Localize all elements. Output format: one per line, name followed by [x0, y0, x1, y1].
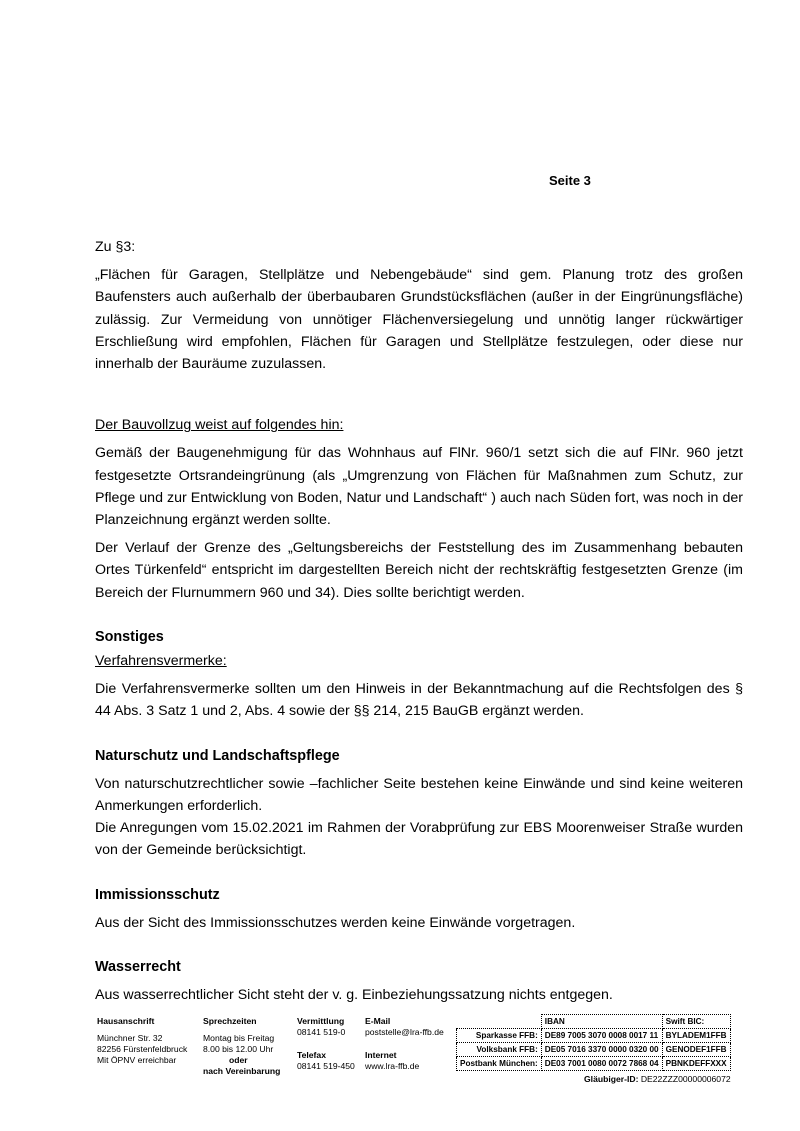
bank-details-table [456, 1014, 731, 1071]
switchboard-heading: Vermittlung [297, 1016, 345, 1026]
bank-name: Postbank München: [457, 1057, 542, 1071]
email-heading: E-Mail [365, 1016, 391, 1026]
paragraph-ortsrand: Gemäß der Baugenehmigung für das Wohnhaus auf FlNr. 960/1 setzt sich die auf FlNr. 960 jetzt festgesetzte Ortsrandeingrünung (als „Umgrenzung von Flächen für Maßnahmen zum Schutz, zur Pflege und zur Entwicklung von Boden, Natur und Landschaft“ ) auch nach Süden fort, was noch in der Planzeichnung ergänzt werden sollte. [95, 445, 743, 529]
bank-row [457, 1057, 731, 1071]
iban-header: IBAN [541, 1015, 662, 1029]
bank-bic: PBNKDEFFXXX [662, 1057, 730, 1071]
page-number: Seite 3 [549, 173, 591, 188]
bank-name: Sparkasse FFB: [457, 1029, 542, 1043]
creditor-id [584, 1074, 731, 1084]
footer-hours [203, 1016, 280, 1077]
creditor-id-value: DE22ZZZ00000006072 [640, 1074, 731, 1084]
bank-header-row [457, 1015, 731, 1029]
address-heading: Hausanschrift [97, 1016, 155, 1026]
section-ref: Zu §3: [95, 239, 136, 255]
paragraph-verfahrensvermerke: Die Verfahrensvermerke sollten um den Hinweis in der Bekanntmachung auf die Rechtsfolgen des § 44 Abs. 3 Satz 1 und 2, Abs. 4 sowie der §§ 214, 215 BauGB ergänzt werden. [95, 681, 743, 720]
heading-wasserrecht: Wasserrecht [95, 959, 181, 976]
footer-phone [297, 1016, 355, 1072]
paragraph-garages: „Flächen für Garagen, Stellplätze und Nebengebäude“ sind gem. Planung trotz des großen Baufensters auch außerhalb der überbaubaren Grundstücksflächen (außer in der Eingrünungsfläche) zulässig. Zur Vermeidung von unnötiger Flächenversiegelung und unnötig langer rückwärtiger Erschließung wird empfohlen, Flächen für Garagen und Stellplätze festzulegen, oder diese nur innerhalb der Bauräume zuzulassen. [95, 267, 743, 373]
address-transit: Mit ÖPNV erreichbar [97, 1055, 177, 1065]
hours-days: Montag bis Freitag [203, 1033, 275, 1043]
paragraph-immissionsschutz: Aus der Sicht des Immissionsschutzes werden keine Einwände vorgetragen. [95, 914, 576, 931]
fax-heading: Telefax [297, 1050, 326, 1060]
heading-sonstiges: Sonstiges [95, 628, 164, 645]
bic-header: Swift BIC: [662, 1015, 730, 1029]
bank-bic: BYLADEM1FFB [662, 1029, 730, 1043]
bank-iban: DE03 7001 0080 0072 7868 04 [541, 1057, 662, 1071]
creditor-id-label: Gläubiger-ID: [584, 1074, 639, 1084]
website-link[interactable]: www.lra-ffb.de [365, 1061, 420, 1071]
heading-naturschutz: Naturschutz und Landschaftspflege [95, 747, 340, 764]
bank-row [457, 1029, 731, 1043]
bank-bic: GENODEF1FFB [662, 1043, 730, 1057]
address-street: Münchner Str. 32 [97, 1033, 163, 1043]
paragraph-naturschutz: Von naturschutzrechtlicher sowie –fachlicher Seite bestehen keine Einwände und sind keine weiteren Anmerkungen erforderlich. [95, 775, 743, 815]
subheading-verfahrensvermerke: Verfahrensvermerke: [95, 653, 227, 670]
bank-iban: DE89 7005 3070 0008 0017 11 [541, 1029, 662, 1043]
heading-immissionsschutz: Immissionsschutz [95, 886, 220, 903]
subheading-bauvollzug: Der Bauvollzug weist auf folgendes hin: [95, 417, 344, 434]
footer-online [365, 1016, 444, 1072]
hours-time: 8.00 bis 12.00 Uhr [203, 1044, 274, 1054]
fax-number: 08141 519-450 [297, 1061, 355, 1071]
hours-heading: Sprechzeiten [203, 1016, 257, 1026]
paragraph-wasserrecht: Aus wasserrechtlicher Sicht steht der v. g. Einbeziehungssatzung nichts entgegen. [95, 987, 613, 1004]
paragraph-anregungen: Die Anregungen vom 15.02.2021 im Rahmen der Vorabprüfung zur EBS Moorenweiser Straße wurden von der Gemeinde berücksichtigt. [95, 820, 743, 859]
bank-name: Volksbank FFB: [457, 1043, 542, 1057]
email-address[interactable]: poststelle@lra-ffb.de [365, 1027, 444, 1037]
hours-appointment: nach Vereinbarung [203, 1066, 281, 1076]
bank-iban: DE05 7016 3370 0000 0320 00 [541, 1043, 662, 1057]
bank-row [457, 1043, 731, 1057]
switchboard-number: 08141 519-0 [297, 1027, 346, 1037]
footer-address [97, 1016, 187, 1066]
letter-body [95, 236, 743, 1006]
paragraph-geltungsbereich: Der Verlauf der Grenze des „Geltungsbereichs der Feststellung des im Zusammenhang bebauten Ortes Türkenfeld“ entspricht im dargestellten Bereich nicht der rechtskräftig festgesetzten Grenze (im Bereich der Flurnummern 960 und 34). Dies sollte berichtigt werden. [95, 540, 743, 601]
internet-heading: Internet [365, 1050, 397, 1060]
address-city: 82256 Fürstenfeldbruck [97, 1044, 188, 1054]
hours-or: oder [229, 1055, 248, 1065]
